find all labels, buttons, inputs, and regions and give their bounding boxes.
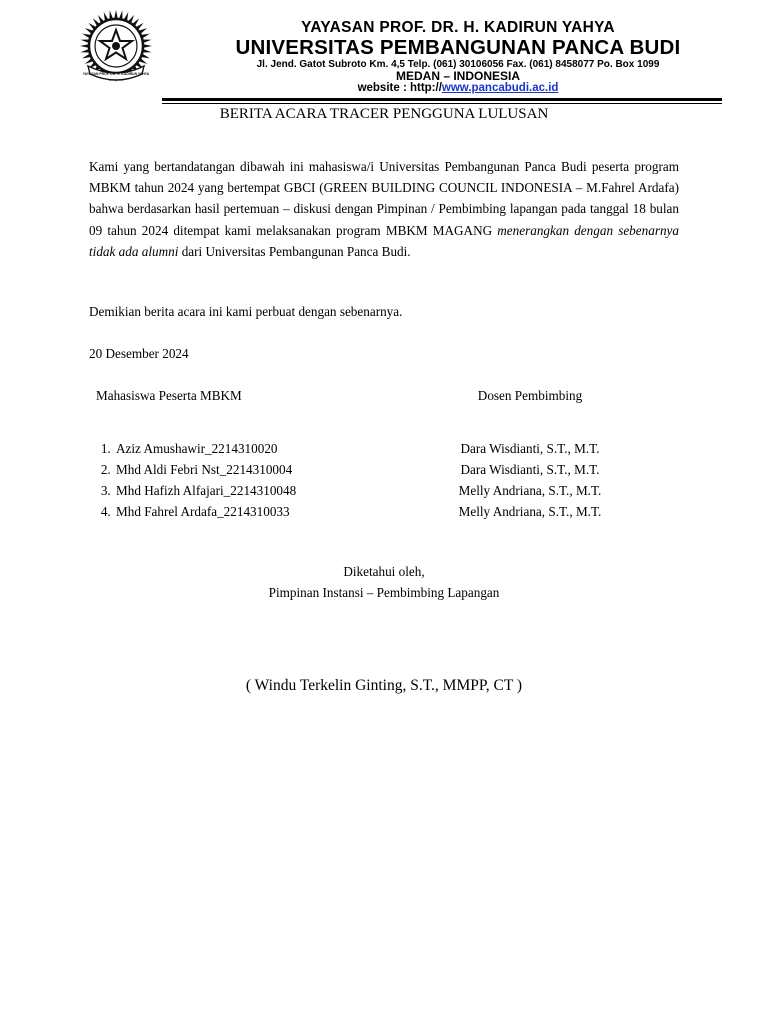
statement-text-end: dari Universitas Pembangunan Panca Budi. [178,243,411,259]
letterhead-rule [162,98,722,101]
list-item: Melly Andriana, S.T., M.T. [458,504,602,519]
list-item: 1. Aziz Amushawir_2214310020 [114,438,296,459]
university-name: UNIVERSITAS PEMBANGUNAN PANCA BUDI [235,36,681,59]
list-item: 4. Mhd Fahrel Ardafa_2214310033 [114,501,296,522]
statement-emphasis: menerangkan dengan sebenarnya tidak ada alumni [89,222,679,259]
website-prefix: website : http:// [357,82,442,94]
svg-text:YAYASAN PROF. DR. H. KADIRUN Y: YAYASAN PROF. DR. H. KADIRUN YAHYA [82,72,150,76]
acknowledger-name: ( Windu Terkelin Ginting, S.T., MMPP, CT ) [245,677,523,694]
students-list [96,438,296,522]
list-item: Dara Wisdianti, S.T., M.T. [460,462,600,477]
list-item: Melly Andriana, S.T., M.T. [458,483,602,498]
website-link[interactable]: www.pancabudi.ac.id [441,82,559,94]
students-heading: Mahasiswa Peserta MBKM [96,388,242,403]
document-title: BERITA ACARA TRACER PENGGUNA LULUSAN [219,106,549,122]
statement-text-start: Kami yang bertandatangan dibawah ini mahasiswa/i Universitas Pembangunan Panca Budi peserta program MBKM tahun 2024 yang bertempat GBCI (GREEN BUILDING COUNCIL INDONESIA – M.Fahrel Ardafa) bahwa berdasarkan hasil pertemuan – diskusi dengan Pimpinan / Pembimbing lapangan pada tanggal 18 bulan 09 tahun 2024 ditempat kami melaksanakan program MBKM MAGANG [89,159,679,238]
document-date: 20 Desember 2024 [89,346,189,361]
statement-paragraph [89,156,679,262]
list-item: 3. Mhd Hafizh Alfajari_2214310048 [114,480,296,501]
letterhead-rule-thin [162,103,722,104]
foundation-name: YAYASAN PROF. DR. H. KADIRUN YAHYA [301,19,615,36]
university-seal-icon [78,8,154,84]
acknowledger-role: Pimpinan Instansi – Pembimbing Lapangan [268,585,500,600]
list-item: 2. Mhd Aldi Febri Nst_2214310004 [114,459,296,480]
lecturers-heading: Dosen Pembimbing [477,388,583,403]
address-line: Jl. Jend. Gatot Subroto Km. 4,5 Telp. (061) 30106056 Fax. (061) 8458077 Po. Box 1099 [256,59,660,70]
closing-paragraph: Demikian berita acara ini kami perbuat dengan sebenarnya. [89,304,403,319]
lecturers-list [420,438,640,522]
website-line [190,82,726,94]
list-item: Dara Wisdianti, S.T., M.T. [460,441,600,456]
acknowledged-by: Diketahui oleh, [343,564,425,579]
city-line: MEDAN – INDONESIA [395,69,520,83]
